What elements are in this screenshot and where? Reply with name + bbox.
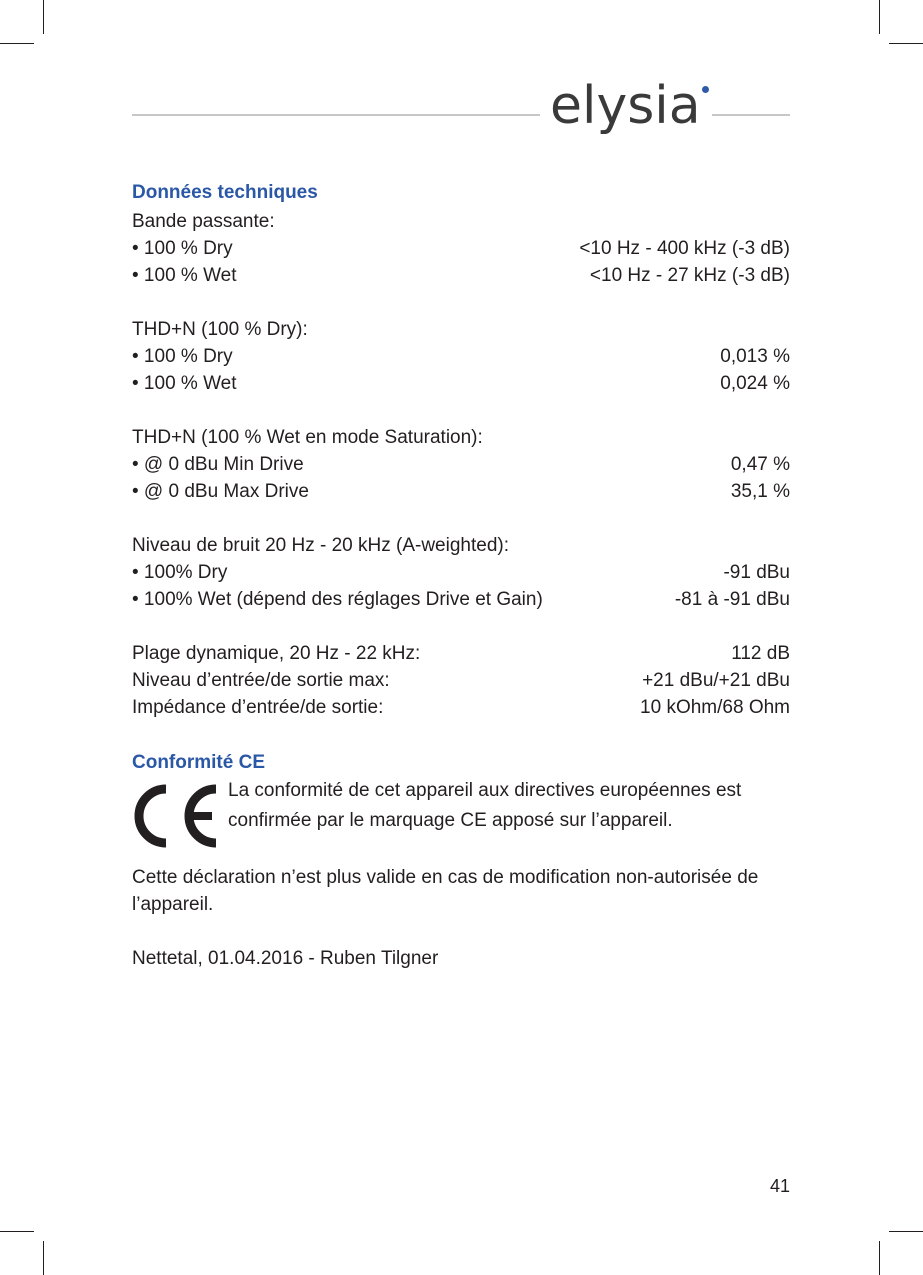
spec-value: 112 dB: [731, 643, 790, 664]
spec-row: [132, 586, 790, 613]
spec-label: Niveau d’entrée/de sortie max:: [132, 670, 390, 691]
spec-row: [132, 451, 790, 478]
spec-row: [132, 343, 790, 370]
spec-group-title: THD+N (100 % Wet en mode Saturation):: [132, 427, 483, 448]
spec-label: • @ 0 dBu Max Drive: [132, 481, 309, 502]
spec-group-title: Niveau de bruit 20 Hz - 20 kHz (A-weighted):: [132, 535, 509, 556]
crop-mark: [43, 0, 44, 34]
spec-value: <10 Hz - 400 kHz (-3 dB): [579, 238, 790, 259]
crop-mark: [0, 43, 34, 44]
ce-statement-line: La conformité de cet appareil aux directives européennes est: [228, 780, 742, 801]
spec-row: [132, 640, 790, 667]
section-heading-ce: Conformité CE: [132, 752, 265, 773]
spec-group-title: Bande passante:: [132, 211, 275, 232]
logo-dot: [702, 86, 709, 93]
spec-label: • 100 % Dry: [132, 238, 233, 259]
ce-mark-icon: [132, 780, 228, 850]
signature-line: Nettetal, 01.04.2016 - Ruben Tilgner: [132, 948, 439, 969]
crop-mark: [889, 43, 923, 44]
spec-value: -81 à -91 dBu: [674, 589, 790, 610]
page-content: [132, 178, 790, 972]
spec-row: [132, 235, 790, 262]
spec-row: [132, 694, 790, 721]
spec-label: Impédance d’entrée/de sortie:: [132, 697, 384, 718]
spec-row: [132, 559, 790, 586]
spec-value: <10 Hz - 27 kHz (-3 dB): [589, 265, 790, 286]
spec-value: +21 dBu/+21 dBu: [642, 670, 790, 691]
header-rule-right: [712, 114, 790, 116]
spec-value: 0,47 %: [730, 454, 790, 475]
crop-mark: [889, 1231, 923, 1232]
spec-row: [132, 667, 790, 694]
elysia-logo: elysia: [550, 76, 701, 136]
spec-value: 0,024 %: [720, 373, 790, 394]
spec-label: • 100% Wet (dépend des réglages Drive et Gain): [132, 589, 543, 610]
spec-label: Plage dynamique, 20 Hz - 22 kHz:: [132, 643, 421, 664]
spec-row: [132, 478, 790, 505]
ce-block: [132, 780, 790, 850]
spec-value: 0,013 %: [720, 346, 790, 367]
spec-row: [132, 262, 790, 289]
spec-group-title: THD+N (100 % Dry):: [132, 319, 308, 340]
spec-label: • 100% Dry: [132, 562, 228, 583]
ce-statement-line: confirmée par le marquage CE apposé sur l’appareil.: [228, 810, 673, 831]
section-heading-tech: Données techniques: [132, 182, 318, 203]
ce-declaration: Cette déclaration n’est plus valide en cas de modification non-autorisée de l’appareil.: [132, 867, 759, 915]
spec-value: 10 kOhm/68 Ohm: [640, 697, 790, 718]
header-rule-left: [132, 114, 540, 116]
spec-label: • 100 % Wet: [132, 373, 237, 394]
spec-label: • 100 % Dry: [132, 346, 233, 367]
spec-label: • 100 % Wet: [132, 265, 237, 286]
crop-mark: [43, 1241, 44, 1275]
ce-statement: [228, 776, 741, 850]
crop-mark: [879, 1241, 880, 1275]
spec-value: 35,1 %: [730, 481, 790, 502]
spec-row: [132, 370, 790, 397]
spec-label: • @ 0 dBu Min Drive: [132, 454, 304, 475]
page-number: 41: [769, 1176, 790, 1196]
crop-mark: [879, 0, 880, 34]
crop-mark: [0, 1231, 34, 1232]
spec-value: -91 dBu: [723, 562, 790, 583]
